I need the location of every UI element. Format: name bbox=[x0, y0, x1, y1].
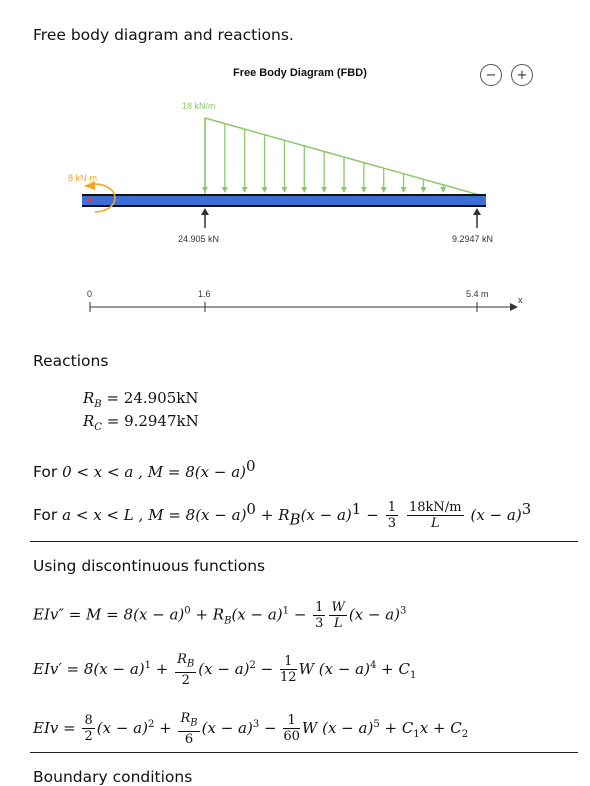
load-arrowhead bbox=[341, 187, 347, 193]
boundary-heading: Boundary conditions bbox=[33, 768, 193, 786]
tick-label-1: 1.6 bbox=[198, 289, 211, 299]
load-arrowhead bbox=[262, 187, 268, 193]
load-arrowhead bbox=[401, 187, 407, 193]
load-label: 18 kN/m bbox=[182, 101, 216, 111]
equation-2: $EIv' = 8(x - a)^1$ + $\frac{R_B}{2}$ $(x - a)^2$ − $\frac{1}{12}$ W $(x - a)^4 + C_1$ bbox=[33, 652, 417, 688]
load-arrowhead bbox=[281, 187, 287, 193]
reactions-heading: Reactions bbox=[33, 352, 109, 370]
reaction-rc: $R_C = 9.2947kN$ bbox=[83, 412, 199, 433]
divider bbox=[30, 541, 578, 542]
divider-2 bbox=[30, 752, 578, 753]
reaction-b-label: 24.905 kN bbox=[178, 234, 220, 244]
load-arrowhead bbox=[301, 187, 307, 193]
fbd-title: Free Body Diagram (FBD) bbox=[233, 67, 367, 79]
distributed-load bbox=[202, 118, 446, 193]
section-title: Free body diagram and reactions. bbox=[33, 26, 294, 44]
case-1: For 0 < x < a , $M = 8(x - a)^0$ bbox=[33, 457, 256, 482]
x-axis-arrowhead bbox=[510, 303, 518, 311]
load-arrowhead bbox=[440, 187, 446, 193]
beam bbox=[82, 195, 486, 206]
reaction-c-label: 9.2947 kN bbox=[452, 234, 494, 244]
load-arrowhead bbox=[361, 187, 367, 193]
moment-label: 8 kN·m bbox=[68, 173, 97, 183]
axis-label: x bbox=[518, 295, 523, 305]
moment-point bbox=[88, 198, 92, 202]
tick-label-0: 0 bbox=[87, 289, 93, 299]
zoom-in-icon[interactable]: + bbox=[511, 64, 533, 86]
reaction-rb: $R_B = 24.905kN$ bbox=[83, 389, 199, 410]
reaction-b-arrowhead bbox=[201, 208, 209, 215]
zoom-out-icon[interactable]: − bbox=[480, 64, 502, 86]
load-arrowhead bbox=[381, 187, 387, 193]
load-arrowhead bbox=[420, 187, 426, 193]
equation-3: EIv = $\frac{8}{2}$ $(x - a)^2$ + $\frac{R_B}{6}$ $(x - a)^3$ − $\frac{1}{60}$ W $(x - a)^5 + C_1x + C_2$ bbox=[33, 711, 469, 747]
load-arrowhead bbox=[222, 187, 228, 193]
equation-1: $EIv'' = M = 8(x - a)^0 + R_B(x - a)^1$ − $\frac{1}{3}$ $\frac{W}{L}$ $(x - a)^3$ bbox=[33, 600, 407, 631]
load-arrowhead bbox=[321, 187, 327, 193]
reaction-c-arrowhead bbox=[473, 208, 481, 215]
load-arrowhead bbox=[242, 187, 248, 193]
discontinuous-heading: Using discontinuous functions bbox=[33, 557, 266, 575]
free-body-diagram bbox=[0, 0, 590, 330]
case-2: For a < x < L , $M = 8(x - a)^0 + R_B(x - a)^1$ − $\frac{1}{3}$ $\frac{18kN/m}{L}$ $(x - a)^3$ bbox=[33, 500, 532, 532]
tick-label-2: 5.4 m bbox=[466, 289, 489, 299]
